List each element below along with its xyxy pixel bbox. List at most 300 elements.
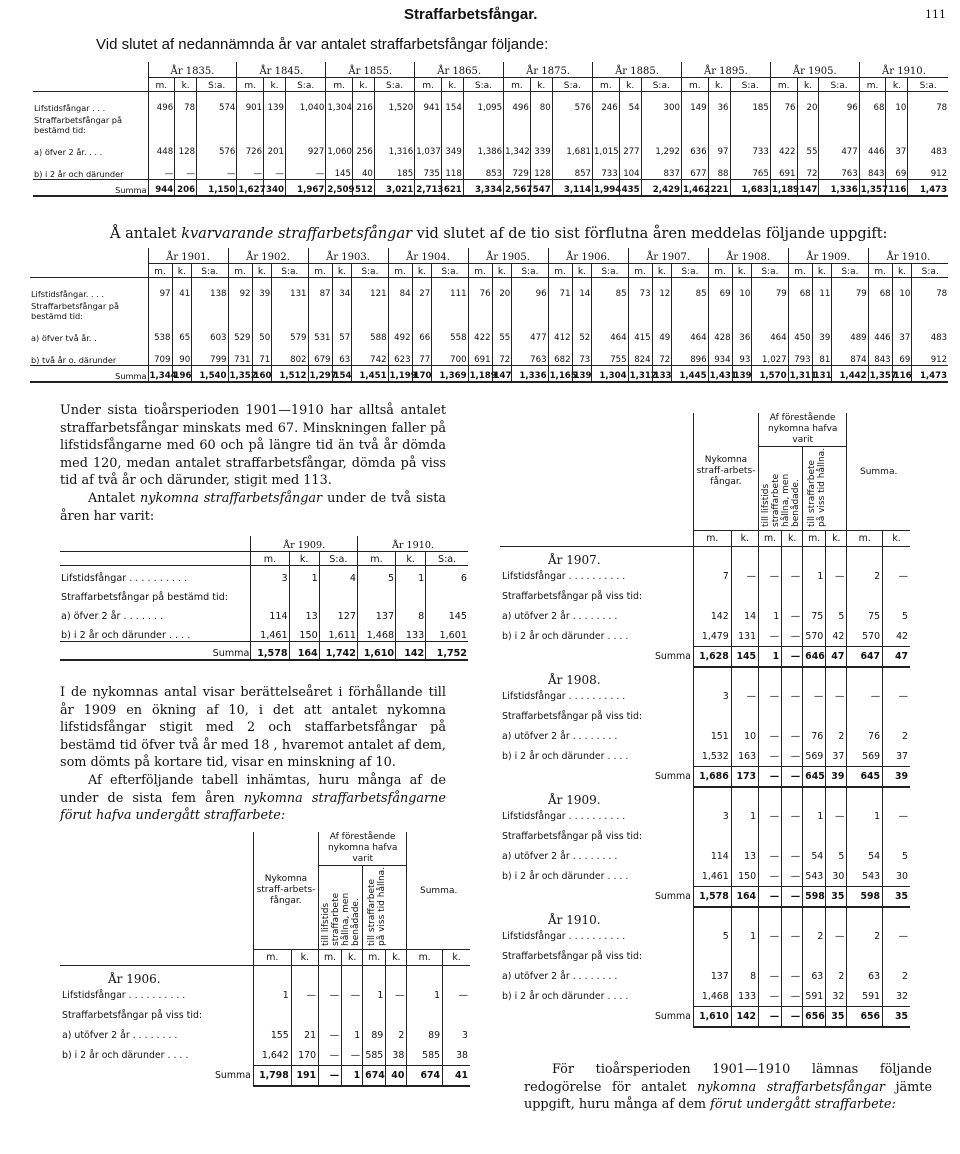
empty-cell [730, 113, 770, 135]
table-cell: 1 [363, 986, 386, 1006]
column-header: m. [148, 263, 172, 277]
column-header: k. [291, 950, 318, 966]
column-header: S:a. [352, 263, 388, 277]
table-cell: — [883, 807, 910, 827]
table-cell: 1,304 [326, 91, 353, 113]
empty-cell [826, 947, 847, 967]
empty-cell [847, 827, 883, 847]
table-row [500, 687, 910, 707]
table-cell: 576 [197, 135, 237, 157]
table-cell: — [443, 986, 470, 1006]
column-header: k. [175, 77, 197, 91]
empty-cell [443, 1006, 470, 1026]
table-cell: 483 [908, 135, 948, 157]
table-cell: — [782, 867, 803, 887]
table-cell: 39 [812, 321, 832, 343]
table-cell: 677 [681, 157, 708, 179]
table-cell: 147 [797, 179, 819, 196]
empty-cell [803, 547, 826, 567]
empty-cell [803, 947, 826, 967]
year-header: År 1905. [468, 248, 548, 263]
table-cell: 2 [847, 567, 883, 587]
table-cell: 300 [641, 91, 681, 113]
table-cell: 912 [912, 343, 948, 365]
table-cell: 216 [353, 91, 375, 113]
column-header: S:a. [285, 77, 325, 91]
nykomna-table [500, 413, 910, 1028]
year-header: År 1895. [681, 62, 770, 77]
empty-cell [357, 584, 395, 603]
table-cell: 1,336 [819, 179, 859, 196]
empty-cell [883, 787, 910, 807]
empty-cell [803, 787, 826, 807]
column-header: k. [386, 950, 407, 966]
year-header: År 1885. [593, 62, 682, 77]
table-cell: 40 [386, 1066, 407, 1086]
column-header: m. [548, 263, 572, 277]
empty-cell [415, 113, 442, 135]
row-label: b) två år o. därunder [31, 354, 117, 365]
paragraph-decrease: Under sista tioårsperioden 1901—1910 har alltså antalet straffarbetsfångar minskats med 67. Minskningen faller på lifstidsfångarne med 60 och på längre tid än två år dömda med 120, medan antalet straffarbetsfångar, dömda på viss tid af två år och därunder, stigit med 113. Antalet nykomna straffarbetsfångar under de två sista åren har varit: [60, 403, 446, 524]
empty-cell [759, 667, 782, 687]
table-cell: 133 [652, 365, 672, 382]
table-row [500, 967, 910, 987]
table-cell: 1,369 [432, 365, 468, 382]
empty-cell [782, 787, 803, 807]
table-cell: 656 [803, 1007, 826, 1027]
table-cell: 569 [847, 747, 883, 767]
year-header: År 1835. [148, 62, 237, 77]
table-corner [33, 77, 148, 91]
table-cell: 3,334 [463, 179, 503, 196]
table-row [60, 1026, 470, 1046]
table-cell: 1,386 [463, 135, 503, 157]
empty-cell [782, 907, 803, 927]
table-cell: 137 [357, 603, 395, 622]
column-header: k. [412, 263, 432, 277]
table-row [60, 641, 468, 660]
table-cell: — [782, 887, 803, 907]
table-cell: 69 [892, 343, 912, 365]
column-header: k. [252, 263, 272, 277]
table-cell: 1 [407, 986, 443, 1006]
empty-cell [731, 547, 758, 567]
table-row [500, 927, 910, 947]
table-cell: 89 [363, 1026, 386, 1046]
table-cell: 170 [412, 365, 432, 382]
table-cell: 901 [237, 91, 264, 113]
empty-cell [285, 113, 325, 135]
table-cell: — [782, 807, 803, 827]
table-cell: 874 [832, 343, 868, 365]
column-header: m. [770, 77, 797, 91]
table-cell: 726 [237, 135, 264, 157]
table-cell: 68 [868, 277, 892, 299]
empty-cell [759, 947, 782, 967]
table-cell: 246 [593, 91, 620, 113]
empty-cell [412, 299, 432, 321]
empty-cell [868, 299, 892, 321]
row-label: b) i 2 år och därunder . . . . [62, 1050, 189, 1061]
table-cell: — [759, 687, 782, 707]
table-row [500, 767, 910, 787]
table-cell: 927 [285, 135, 325, 157]
empty-cell [319, 584, 357, 603]
table-cell: 5 [883, 847, 910, 867]
table-cell: 2 [826, 727, 847, 747]
empty-cell [908, 113, 948, 135]
table-cell: 12 [652, 277, 672, 299]
table-cell: — [782, 847, 803, 867]
column-header: m. [681, 77, 708, 91]
empty-cell [552, 113, 592, 135]
table-cell: — [759, 847, 782, 867]
empty-cell [883, 587, 910, 607]
table-cell: 1,312 [628, 365, 652, 382]
empty-cell [291, 1006, 318, 1026]
empty-cell [228, 299, 252, 321]
table-row [30, 321, 948, 343]
table-cell: 543 [803, 867, 826, 887]
table-cell: 2 [847, 927, 883, 947]
table-cell: 5 [883, 607, 910, 627]
table-cell: 843 [859, 157, 886, 179]
table-cell: 75 [847, 607, 883, 627]
column-header: m. [859, 77, 886, 91]
page-title: Straffarbetsfångar. [404, 6, 538, 23]
table-cell: 636 [681, 135, 708, 157]
table-cell: 68 [788, 277, 812, 299]
table-cell: 39 [826, 767, 847, 787]
table-cell: 42 [826, 627, 847, 647]
table-cell: 72 [492, 343, 512, 365]
empty-cell [363, 1006, 386, 1026]
table-cell: — [883, 687, 910, 707]
table-cell: 422 [468, 321, 492, 343]
table-cell: 138 [192, 277, 228, 299]
header-nykomna: Nykomna straff-arbets-fångar. [253, 832, 318, 950]
table-cell: 799 [192, 343, 228, 365]
table-cell: 483 [912, 321, 948, 343]
table-cell: 477 [512, 321, 548, 343]
table-cell: 41 [172, 277, 192, 299]
table-cell: 54 [847, 847, 883, 867]
table-cell: 492 [388, 321, 412, 343]
table-cell: 37 [886, 135, 908, 157]
column-header: k. [492, 263, 512, 277]
row-label: b) i 2 år och därunder [34, 168, 124, 179]
table-corner [500, 413, 693, 531]
column-header: m. [788, 263, 812, 277]
table-cell: 1,479 [693, 627, 731, 647]
table-cell: 14 [731, 607, 758, 627]
table-cell: 2 [803, 927, 826, 947]
table-cell: 1,451 [352, 365, 388, 382]
table-row [500, 607, 910, 627]
table-cell: 155 [253, 1026, 291, 1046]
table-cell: 857 [552, 157, 592, 179]
table-cell: 1,473 [912, 365, 948, 382]
table-cell: — [826, 927, 847, 947]
table-cell: 2,713 [415, 179, 442, 196]
table-cell: — [342, 986, 363, 1006]
empty-cell [883, 947, 910, 967]
table-cell: 340 [264, 179, 286, 196]
column-header: S:a. [463, 77, 503, 91]
table-cell: — [759, 807, 782, 827]
table-cell: 1 [731, 927, 758, 947]
column-header: S:a. [552, 77, 592, 91]
table-cell: 7 [693, 567, 731, 587]
table-cell: 934 [708, 343, 732, 365]
page-number: 111 [925, 8, 946, 21]
row-label: a) öfver 2 år . . . . . . . [61, 611, 164, 622]
table-cell: 63 [803, 967, 826, 987]
table-cell: 78 [175, 91, 197, 113]
table-cell: 531 [308, 321, 332, 343]
column-header: S:a. [832, 263, 868, 277]
table-cell: 36 [708, 91, 730, 113]
table-cell: 477 [819, 135, 859, 157]
table-corner [30, 248, 148, 263]
table-cell: 10 [886, 91, 908, 113]
table-row [500, 627, 910, 647]
table-cell: 116 [892, 365, 912, 382]
table-cell: 37 [883, 747, 910, 767]
table-cell: 1,357 [868, 365, 892, 382]
table-cell: 88 [708, 157, 730, 179]
table-cell: — [803, 687, 826, 707]
table-cell: 585 [407, 1046, 443, 1066]
column-header: k. [396, 551, 426, 565]
table-cell: 277 [619, 135, 641, 157]
empty-cell [592, 299, 628, 321]
table-cell: 588 [352, 321, 388, 343]
table-cell: 3 [443, 1026, 470, 1046]
empty-cell [847, 547, 883, 567]
table-row [500, 887, 910, 907]
table-cell: 2,429 [641, 179, 681, 196]
empty-cell [731, 827, 758, 847]
row-label: Summa [654, 891, 691, 902]
table-cell: 47 [826, 647, 847, 667]
column-header: m. [308, 263, 332, 277]
empty-cell [731, 587, 758, 607]
table-cell: 21 [291, 1026, 318, 1046]
row-label: a) utöfver 2 år . . . . . . . . [62, 1030, 178, 1041]
table-cell: 76 [847, 727, 883, 747]
table-cell: 733 [593, 157, 620, 179]
table-cell: 1,468 [693, 987, 731, 1007]
table-cell: 139 [732, 365, 752, 382]
table-row [500, 947, 910, 967]
table-cell: 133 [731, 987, 758, 1007]
empty-cell [693, 547, 731, 567]
empty-cell [332, 299, 352, 321]
table-cell: 446 [859, 135, 886, 157]
table-cell: 30 [883, 867, 910, 887]
empty-cell [797, 113, 819, 135]
table-row [500, 647, 910, 667]
table-cell: 154 [441, 91, 463, 113]
empty-cell [770, 113, 797, 135]
table-cell: 538 [148, 321, 172, 343]
row-label: a) öfver två år. . [31, 333, 97, 343]
table-cell: 2,567 [504, 179, 531, 196]
empty-cell [759, 587, 782, 607]
table-cell: — [826, 567, 847, 587]
table-row [500, 847, 910, 867]
table-cell: 529 [228, 321, 252, 343]
table-cell: — [759, 1007, 782, 1027]
table-cell: 2,509 [326, 179, 353, 196]
column-header: m. [693, 531, 731, 547]
table-cell: 570 [803, 627, 826, 647]
empty-cell [386, 1006, 407, 1026]
table-cell: 435 [619, 179, 641, 196]
column-header: m. [363, 950, 386, 966]
table-row [30, 299, 948, 321]
table-cell: 201 [264, 135, 286, 157]
year-header: År 1906. [548, 248, 628, 263]
row-label: Straffarbetsfångar på viss tid: [502, 951, 643, 962]
table-row [500, 707, 910, 727]
empty-cell [803, 587, 826, 607]
empty-cell [832, 299, 868, 321]
table-cell: — [148, 157, 175, 179]
table-cell: 1,445 [672, 365, 708, 382]
table-cell: — [264, 157, 286, 179]
empty-cell [812, 299, 832, 321]
row-label: Straffarbetsfångar på viss tid: [502, 711, 643, 722]
table-cell: 3 [693, 687, 731, 707]
column-header: k. [530, 77, 552, 91]
table-cell: — [759, 767, 782, 787]
table-cell: — [175, 157, 197, 179]
table-cell: 576 [552, 91, 592, 113]
empty-cell [619, 113, 641, 135]
table-cell: 10 [731, 727, 758, 747]
table-cell: 1,015 [593, 135, 620, 157]
column-header: S:a. [512, 263, 548, 277]
table-cell: 1,311 [788, 365, 812, 382]
empty-cell [693, 587, 731, 607]
table-cell: 496 [148, 91, 175, 113]
table-cell: 1,189 [770, 179, 797, 196]
table-cell: 5 [693, 927, 731, 947]
table-cell: 1,461 [693, 867, 731, 887]
table-cell: 1 [759, 647, 782, 667]
table-cell: 164 [289, 641, 319, 660]
empty-cell [628, 299, 652, 321]
table-cell: 793 [788, 343, 812, 365]
table-cell: 1 [731, 807, 758, 827]
header-viss-tid [363, 866, 407, 950]
table-cell: 3 [693, 807, 731, 827]
table-cell: 54 [619, 91, 641, 113]
empty-cell [826, 667, 847, 687]
table-corner [60, 551, 251, 565]
column-header: S:a. [592, 263, 628, 277]
empty-cell [731, 947, 758, 967]
table-cell: 206 [175, 179, 197, 196]
table-cell: 464 [592, 321, 628, 343]
column-header: m. [326, 77, 353, 91]
table-row [60, 565, 468, 584]
table-cell: 80 [530, 91, 552, 113]
table-cell: 1,297 [308, 365, 332, 382]
table-cell: 824 [628, 343, 652, 365]
table-cell: 1,520 [374, 91, 414, 113]
empty-cell [759, 707, 782, 727]
table-cell: 1 [289, 565, 319, 584]
table-cell: 731 [228, 343, 252, 365]
table-cell: 735 [415, 157, 442, 179]
table-cell: 89 [407, 1026, 443, 1046]
table-cell: 13 [731, 847, 758, 867]
table-cell: 97 [148, 277, 172, 299]
empty-cell [396, 584, 426, 603]
table-cell: 151 [693, 727, 731, 747]
column-header: m. [319, 950, 342, 966]
row-label: Lifstidsfångar . . . . . . . . . . [502, 691, 626, 702]
column-header: S:a. [197, 77, 237, 91]
empty-cell [788, 299, 812, 321]
column-header: m. [148, 77, 175, 91]
table-row [30, 277, 948, 299]
table-cell: 837 [641, 157, 681, 179]
table-cell: 133 [396, 622, 426, 641]
table-cell: — [731, 567, 758, 587]
table-corner [500, 531, 693, 547]
column-header: S:a. [641, 77, 681, 91]
table-cell: 68 [859, 91, 886, 113]
table-cell: 20 [797, 91, 819, 113]
column-header: m. [237, 77, 264, 91]
table-cell: 2 [883, 727, 910, 747]
table-cell: — [759, 967, 782, 987]
empty-cell [803, 707, 826, 727]
column-header: S:a. [192, 263, 228, 277]
table-cell: 76 [770, 91, 797, 113]
table-cell: — [782, 567, 803, 587]
row-label: Lifstidsfångar . . . . . . . . . . [502, 571, 626, 582]
intro-text: Vid slutet af nedannämnda år var antalet straffarbetsfångar följande: [96, 36, 549, 53]
table-cell: 646 [803, 647, 826, 667]
table-cell: 1,060 [326, 135, 353, 157]
empty-cell [693, 667, 731, 687]
table-cell: 428 [708, 321, 732, 343]
empty-cell [826, 547, 847, 567]
column-header: k. [332, 263, 352, 277]
table-cell: 944 [148, 179, 175, 196]
table-cell: 69 [708, 277, 732, 299]
empty-cell [641, 113, 681, 135]
table-cell: 1,461 [251, 622, 289, 641]
table-cell: 3,114 [552, 179, 592, 196]
table-cell: 149 [681, 91, 708, 113]
table-cell: 547 [530, 179, 552, 196]
table-cell: 63 [847, 967, 883, 987]
table-cell: — [759, 567, 782, 587]
table-cell: 150 [731, 867, 758, 887]
table-cell: 733 [730, 135, 770, 157]
table-cell: 139 [572, 365, 592, 382]
column-header: k. [708, 77, 730, 91]
column-header: m. [803, 531, 826, 547]
year-title: År 1908. [548, 672, 601, 687]
empty-cell [782, 827, 803, 847]
